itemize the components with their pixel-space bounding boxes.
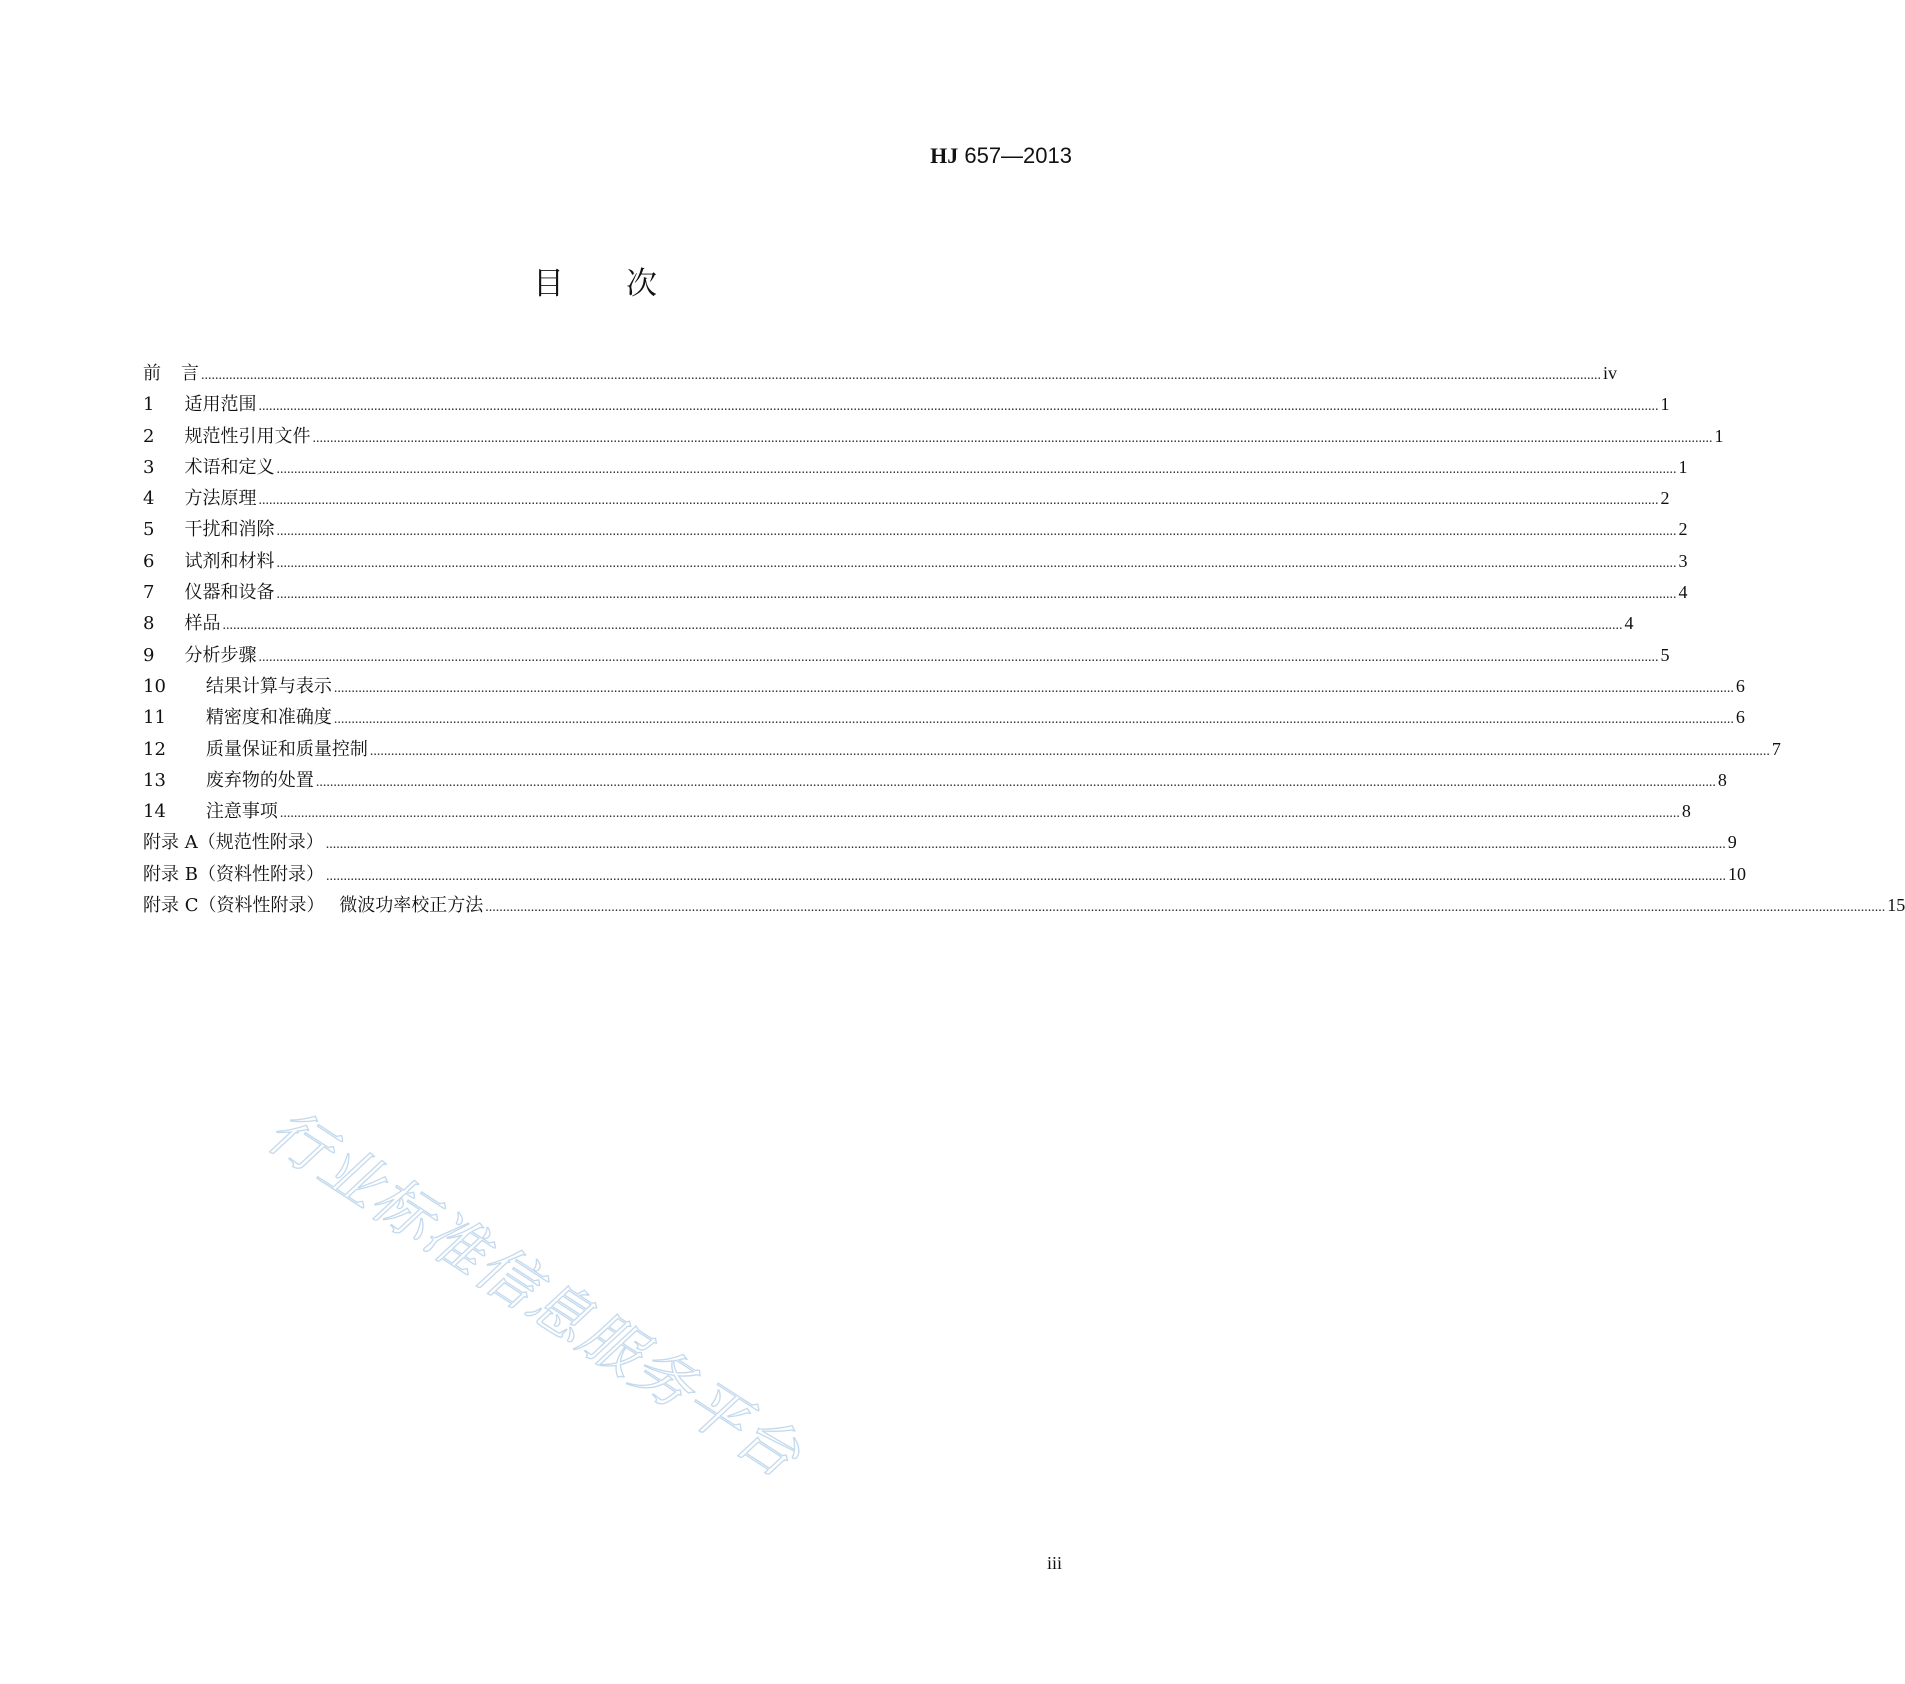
toc-entry-number: 12 — [143, 738, 166, 760]
toc-leader-dots: ................................................................................................................................................................................................................................................................................................................................................................................................................ — [276, 461, 1677, 477]
toc-entry[interactable] — [143, 608, 1634, 639]
toc-entry[interactable] — [143, 577, 1688, 608]
toc-entry-title — [143, 389, 256, 420]
toc-entry-number: 13 — [143, 769, 166, 791]
standard-code-number: 657—2013 — [958, 143, 1072, 168]
toc-entry[interactable] — [143, 734, 1781, 765]
toc-entry-label: 试剂和材料 — [184, 550, 275, 572]
toc-entry-number: 10 — [143, 675, 166, 697]
toc-leader-dots: ................................................................................................................................................................................................................................................................................................................................................................................................................ — [276, 555, 1677, 571]
toc-entry-label: 结果计算与表示 — [205, 675, 332, 697]
toc-entry-title — [143, 577, 274, 608]
toc-entry-page: 1 — [1678, 456, 1688, 477]
toc-entry-label: 质量保证和质量控制 — [205, 738, 368, 760]
toc-entry-label: 言 — [181, 363, 199, 384]
toc-entry[interactable] — [143, 483, 1670, 514]
toc-entry-number: 2 — [143, 425, 155, 447]
toc-entry-title — [143, 546, 274, 577]
toc-leader-dots: ................................................................................................................................................................................................................................................................................................................................................................................................................ — [258, 493, 1659, 509]
toc-leader-dots: ................................................................................................................................................................................................................................................................................................................................................................................................................ — [312, 430, 1713, 446]
toc-entry-page: 1 — [1660, 394, 1670, 415]
toc-entry-page: 6 — [1735, 675, 1745, 696]
toc-entry-page: 8 — [1717, 769, 1727, 790]
toc-entry-page: 7 — [1771, 738, 1781, 759]
toc-leader-dots: ................................................................................................................................................................................................................................................................................................................................................................................................................ — [333, 712, 1734, 728]
toc-entry-label: 分析步骤 — [184, 644, 257, 666]
toc-entry-number: 4 — [143, 488, 155, 510]
toc-entry-label: 规范性引用文件 — [184, 425, 311, 447]
toc-entry-number: 7 — [143, 582, 155, 604]
toc-entry-page: 5 — [1660, 644, 1670, 665]
toc-entry-page: 3 — [1678, 550, 1688, 571]
toc-leader-dots: ................................................................................................................................................................................................................................................................................................................................................................................................................ — [276, 524, 1677, 540]
toc-entry-title — [143, 827, 324, 858]
toc-entry-title — [143, 765, 314, 796]
toc-entry-page: 10 — [1727, 863, 1746, 884]
toc-entry-page: 9 — [1727, 832, 1737, 853]
watermark: 行业标准信息服务平台 — [254, 1095, 813, 1493]
toc-entry-label: 附录 A（规范性附录） — [143, 832, 324, 854]
toc-entry[interactable] — [143, 796, 1691, 827]
toc-entry[interactable] — [143, 358, 1618, 389]
toc-leader-dots: ................................................................................................................................................................................................................................................................................................................................................................................................................ — [315, 774, 1716, 790]
toc-leader-dots: ................................................................................................................................................................................................................................................................................................................................................................................................................ — [369, 743, 1770, 759]
toc-entry[interactable] — [143, 671, 1745, 702]
standard-code-prefix: HJ — [930, 143, 959, 168]
toc-entry-title — [143, 671, 332, 702]
toc-entry-label: 术语和定义 — [184, 456, 275, 478]
toc-entry[interactable] — [143, 827, 1737, 858]
toc-entry[interactable] — [143, 514, 1688, 545]
toc-entry-label: 附录 C（资料性附录） 微波功率校正方法 — [143, 895, 484, 917]
toc-entry-page: 8 — [1681, 801, 1691, 822]
toc-leader-dots: ................................................................................................................................................................................................................................................................................................................................................................................................................ — [276, 587, 1677, 603]
toc-entry-title — [143, 358, 199, 389]
toc-entry-title — [143, 483, 256, 514]
toc-entry-title — [143, 859, 324, 890]
toc-leader-dots: ................................................................................................................................................................................................................................................................................................................................................................................................................ — [485, 900, 1886, 916]
toc-entry-page: 4 — [1624, 613, 1634, 634]
toc-entry[interactable] — [143, 702, 1745, 733]
toc-entry-number: 9 — [143, 644, 155, 666]
toc-entry-number: 1 — [143, 394, 155, 416]
toc-entry-label: 干扰和消除 — [184, 519, 275, 541]
toc-entry-number: 3 — [143, 456, 155, 478]
toc-leader-dots: ................................................................................................................................................................................................................................................................................................................................................................................................................ — [258, 399, 1659, 415]
standard-code — [930, 143, 1072, 169]
toc-entry-label: 附录 B（资料性附录） — [143, 863, 324, 885]
toc-entry[interactable] — [143, 452, 1688, 483]
toc-entry-number: 8 — [143, 613, 155, 635]
toc-entry-label: 样品 — [184, 613, 221, 635]
toc-entry-page: iv — [1603, 363, 1618, 383]
toc-entry[interactable] — [143, 890, 1905, 921]
toc-entry-number: 5 — [143, 519, 155, 541]
toc-entry-page: 4 — [1678, 582, 1688, 603]
toc-entry-title — [143, 452, 274, 483]
toc-entry-label: 方法原理 — [184, 488, 257, 510]
toc-entry-title — [143, 640, 256, 671]
toc-entry-page: 6 — [1735, 707, 1745, 728]
toc-entry-number: 11 — [143, 707, 166, 729]
toc-entry-page: 2 — [1678, 519, 1688, 540]
toc-entry[interactable] — [143, 389, 1670, 420]
toc-entry-page: 2 — [1660, 488, 1670, 509]
toc-leader-dots: ................................................................................................................................................................................................................................................................................................................................................................................................................ — [325, 837, 1726, 853]
toc-entry-page: 15 — [1887, 895, 1905, 916]
toc-entry-title — [143, 796, 278, 827]
toc-entry-number: 前 — [143, 363, 161, 384]
toc-leader-dots: ................................................................................................................................................................................................................................................................................................................................................................................................................ — [201, 368, 1601, 383]
toc-leader-dots: ................................................................................................................................................................................................................................................................................................................................................................................................................ — [279, 806, 1680, 822]
toc-entry-title — [143, 514, 274, 545]
toc-entry[interactable] — [143, 546, 1688, 577]
page-title-char-2: 次 — [626, 266, 657, 302]
toc-entry-number: 14 — [143, 801, 166, 823]
table-of-contents — [143, 358, 1905, 921]
toc-entry-title — [143, 421, 310, 452]
toc-entry-title — [143, 890, 483, 921]
toc-entry-label: 适用范围 — [184, 394, 257, 416]
page-title-char-1: 目 — [533, 266, 564, 302]
toc-entry[interactable] — [143, 640, 1670, 671]
toc-entry-title — [143, 608, 220, 639]
toc-leader-dots: ................................................................................................................................................................................................................................................................................................................................................................................................................ — [333, 680, 1734, 696]
toc-entry[interactable] — [143, 859, 1746, 890]
toc-entry-number: 6 — [143, 550, 155, 572]
toc-entry-label: 注意事项 — [205, 801, 278, 823]
toc-entry[interactable] — [143, 421, 1724, 452]
toc-entry-label: 废弃物的处置 — [205, 769, 314, 791]
toc-entry-title — [143, 702, 332, 733]
toc-leader-dots: ................................................................................................................................................................................................................................................................................................................................................................................................................ — [222, 618, 1623, 634]
toc-entry-label: 精密度和准确度 — [205, 707, 332, 729]
page-title — [0, 258, 1190, 303]
toc-entry-label: 仪器和设备 — [184, 582, 275, 604]
page-number: iii — [1046, 1553, 1062, 1573]
toc-entry-title — [143, 734, 368, 765]
toc-leader-dots: ................................................................................................................................................................................................................................................................................................................................................................................................................ — [258, 649, 1659, 665]
toc-entry[interactable] — [143, 765, 1727, 796]
toc-entry-page: 1 — [1714, 425, 1724, 446]
toc-leader-dots: ................................................................................................................................................................................................................................................................................................................................................................................................................ — [325, 868, 1726, 884]
